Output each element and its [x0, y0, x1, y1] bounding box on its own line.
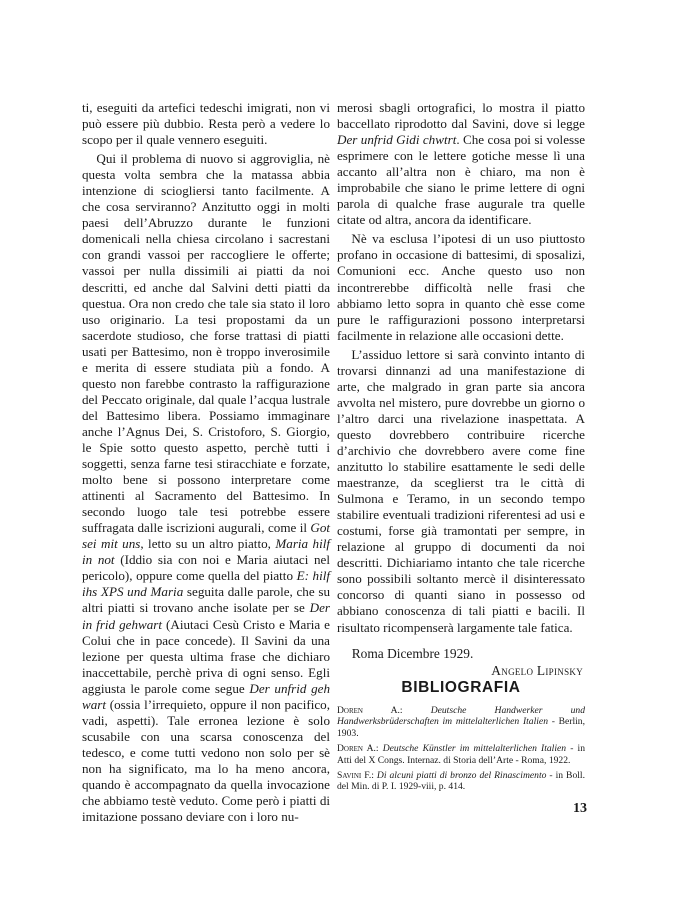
- bibliography-work-title: Di alcuni piatti di bronzo del Rinascimento: [376, 770, 547, 782]
- bibliography-work-title: Deutsche Handwerker und Handwerksbrüderschaften im mittelalterlichen Italien: [337, 705, 585, 728]
- right-column: [337, 100, 585, 679]
- paragraph: [82, 151, 330, 825]
- bibliography-author: Doren A.:: [337, 705, 403, 716]
- inscription-text: E: hilf ihs XPS und Maria: [82, 568, 330, 600]
- paragraph-text: (Iddio sia con noi e Maria aiutaci nel pericolo), oppure come quella del piatto: [82, 552, 330, 584]
- paragraph-text: seguita dalle parole, che su altri piatti si trovano anche isolate per se: [82, 584, 330, 616]
- paragraph-text: (ossia l’irrequieto, oppure il non pacifico, vadi, aspetti). Tale erronea lezione è solo scusabile con una scarsa conoscenza del tedesco, e come tutti vedono non solo per sè non ha significato, ma lo ha meno ancora, quando è accompagnato da quella invocazione che abbiamo testè veduto. Come però i piatti di imitazione possano deviare con i loro nu-: [82, 696, 330, 825]
- bibliography-details: - Berlin, 1903.: [337, 716, 586, 739]
- inscription-text: Der unfrid geh wart: [82, 680, 331, 712]
- paragraph-text: merosi sbagli ortografici, lo mostra il piatto baccellato riprodotto dal Savini, dove si legge: [337, 100, 585, 132]
- paragraph: [82, 100, 330, 148]
- paragraph-text: . Che cosa poi si volesse esprimere con le lettere gotiche messe lì una accanto all’altra non è chiaro, ma non è improbabile che siano le prime lettere di ogni parola di qualche frase augurale tra quelle citate od altra, ancora da identificare.: [337, 132, 586, 228]
- paragraph: Nè va esclusa l’ipotesi di un uso piuttosto profano in occasione di battesimi, di sposalizi, Comunioni ecc. Anche questo uso non incontrerebbe difficoltà nelle frasi che abbiamo letto sopra in quanto chè esse come pure le raffigurazioni possono interpretarsi facilmente in relazione alle occasioni dette.: [337, 231, 585, 343]
- paragraph-text: (Aiutaci Cesù Cristo e Maria e Colui che in pace concede). Il Savini da una lezione per questa ultima frase che dichiaro inaccettabile, perchè priva di ogni senso. Egli aggiusta le parole come segue: [82, 616, 330, 696]
- bibliography-author: Savini F.:: [337, 770, 374, 782]
- page-number: 13: [573, 801, 587, 816]
- bibliography-details: - in Boll. del Min. di P. I. 1929-viii, p. 414.: [337, 770, 585, 793]
- bibliography-entry: [337, 705, 585, 739]
- bibliography-title: BIBLIOGRAFIA: [401, 679, 521, 696]
- paragraph-text: Qui il problema di nuovo si aggroviglia, nè questa volta sembra che la matassa abbia intenzione di sciogliersi tanto facilmente. A che cosa serviranno? Anzitutto oggi in molti paesi dell’Abruzzo durante le funzioni domenicali nella chiesa circolano i sacrestani con grandi vassoi per raccogliere le offerte; vassoi per nulla dissimili ai piatti da noi descritti, ed anche dal Salvini detti piatti da questua. Ora non credo che tale sia stato il loro uso originario. La tesi propostami da un sacerdote studioso, che forse trattasi di piatti usati per Battesimo, non è troppo inverosimile e merita di essere studiata più a fondo. A questo non farebbe contrasto la raffigurazione del Peccato originale, dal quale l’acqua lustrale del Battesimo libera. Possiamo immaginare anche l’Agnus Dei, S. Cristoforo, S. Giorgio, le Spie sotto questo aspetto, perchè tutti i soggetti, senza farne tesi stiracchiate e forzate, molto bene si possono interpretare come attinenti al Sacramento del Battesimo. In secondo luogo tale tesi potrebbe essere suffragata dalle iscrizioni augurali, come il: [82, 151, 330, 536]
- left-column: [82, 100, 330, 825]
- paragraph: L’assiduo lettore si sarà convinto intanto di trovarsi dinnanzi ad una manifestazione di arte, che malgrado in gran parte sia ancora avvolta nel mistero, pure dovrebbe un giorno o l’altro darci una rivelazione inaspettata. A questo dovrebbero contribuire ricerche d’archivio che dovrebbero avere come fine anzitutto lo stabilire esattamente le sedi delle maestranze, da sceglierst tra le città di Sulmona e Teramo, in un secondo tempo stabilire eventuali tradizioni riferentesi ad usi e costumi, forse già tramontati per sempre, in relazione al gruppo di documenti da noi descritti. Dichiariamo intanto che tale ricerche sono possibili soltanto mercè il disinteressato concorso di quanti siano in possesso od abbiano conoscenza di tali piatti e bacili. Il risultato ricompenserà largamente tale fatica.: [337, 346, 585, 635]
- bibliography-list: [337, 705, 585, 797]
- paragraph: [337, 100, 585, 228]
- inscription-text: Got sei mit uns: [82, 520, 330, 552]
- inscription-text: Der in frid gehwart: [82, 600, 330, 632]
- author-signature: Angelo Lipinsky: [491, 662, 583, 678]
- bibliography-details: - in Atti del X Congs. Internaz. di Storia dell’Arte - Roma, 1922.: [337, 743, 585, 766]
- paragraph-text: , letto su un altro piatto,: [140, 536, 271, 552]
- bibliography-work-title: Deutsche Künstler im mittelalterlichen Italien: [382, 743, 567, 755]
- paragraph-text: ti, eseguiti da artefici tedeschi imigrati, non vi può essere più dubbio. Resta però a vedere lo scopo per il quale vennero eseguiti.: [82, 100, 330, 148]
- bibliography-entry: [337, 743, 585, 766]
- inscription-text: Maria hilf in not: [82, 536, 330, 568]
- dateline: Roma Dicembre 1929.: [351, 645, 474, 661]
- bibliography-entry: [337, 770, 585, 793]
- bibliography-author: Doren A.:: [337, 743, 379, 755]
- inscription-text: Der unfrid Gidi chwtrt: [337, 132, 457, 148]
